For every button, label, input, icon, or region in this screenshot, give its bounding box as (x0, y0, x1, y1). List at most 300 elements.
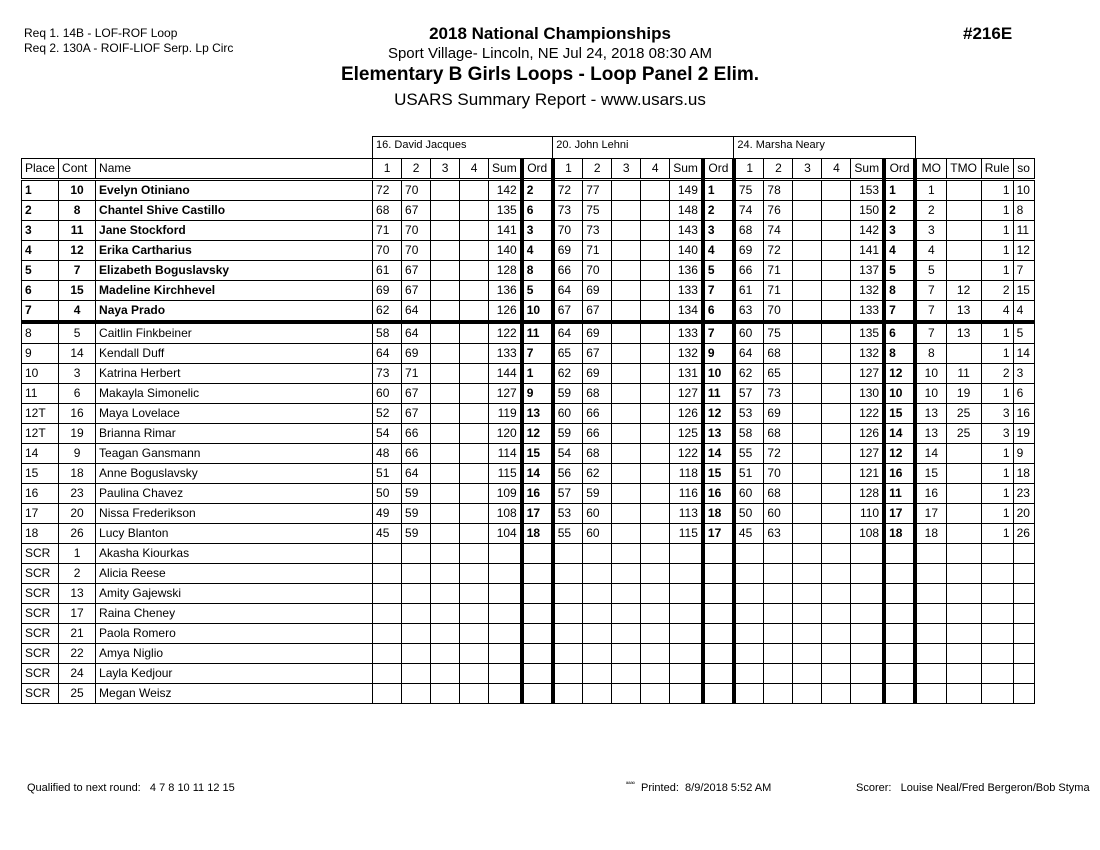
tmo-cell (946, 504, 981, 524)
judge-3-sum-cell (851, 684, 884, 704)
judge-3-ordinal-cell (884, 584, 915, 604)
judge-1-score-4-cell (460, 384, 489, 404)
so-cell: 4 (1013, 301, 1034, 323)
place-cell: 9 (22, 344, 59, 364)
col-header-place: Place (22, 159, 59, 180)
table-row (22, 261, 1035, 281)
judge-1-score-3-cell (431, 464, 460, 484)
judge-1-score-3-cell (431, 180, 460, 201)
tmo-cell (946, 241, 981, 261)
judge-3-score-2-cell (764, 564, 793, 584)
judge-1-score-1-cell: 70 (373, 241, 402, 261)
so-cell (1013, 644, 1034, 664)
mo-cell: 5 (915, 261, 946, 281)
table-row (22, 684, 1035, 704)
col-header-rule: Rule (981, 159, 1013, 180)
name-cell: Makayla Simonelic (96, 384, 373, 404)
judge-2-sum-cell: 148 (670, 201, 703, 221)
judge-2-score-4-cell (641, 564, 670, 584)
judge-1-score-1-cell (373, 684, 402, 704)
judge-1-sum-cell: 126 (489, 301, 522, 323)
judge-1-score-1-cell (373, 564, 402, 584)
place-cell: 3 (22, 221, 59, 241)
scorer-value: Louise Neal/Fred Bergeron/Bob Styma (900, 782, 1090, 794)
judge-2-score-3-cell (612, 404, 641, 424)
judge-1-sum-cell: 128 (489, 261, 522, 281)
judge-3-ordinal-cell (884, 604, 915, 624)
table-row (22, 464, 1035, 484)
judge-3-score-4-cell (822, 364, 851, 384)
judge-3-score-1-cell: 45 (734, 524, 764, 544)
name-cell: Nissa Frederikson (96, 504, 373, 524)
rule-cell (981, 684, 1013, 704)
rule-cell: 1 (981, 384, 1013, 404)
judge-3-ordinal-cell: 12 (884, 364, 915, 384)
judge-3-score-4-cell (822, 564, 851, 584)
col-header-so: so (1013, 159, 1034, 180)
judge-2-score-1-cell: 56 (553, 464, 583, 484)
cont-cell: 26 (59, 524, 96, 544)
judge-3-ordinal-cell: 18 (884, 524, 915, 544)
judge-2-score-2-cell: 70 (583, 261, 612, 281)
judge-2-score-1-cell (553, 664, 583, 684)
tmo-cell: 11 (946, 364, 981, 384)
judge-2-score-2-cell (583, 544, 612, 564)
judge-1-score-4-cell (460, 241, 489, 261)
so-cell (1013, 664, 1034, 684)
table-row (22, 241, 1035, 261)
judge-3-score-3-cell (793, 281, 822, 301)
cont-cell: 2 (59, 564, 96, 584)
judge-3-sum-cell: 108 (851, 524, 884, 544)
judge-1-sum-cell (489, 664, 522, 684)
col-header-j1-2: 2 (402, 159, 431, 180)
judge-2-sum-cell (670, 604, 703, 624)
mo-cell (915, 664, 946, 684)
judge-1-score-1-cell: 60 (373, 384, 402, 404)
place-cell: 14 (22, 444, 59, 464)
judge-3-score-1-cell: 53 (734, 404, 764, 424)
judge-2-score-1-cell: 64 (553, 322, 583, 344)
judge-2-score-3-cell (612, 504, 641, 524)
judge-1-score-3-cell (431, 484, 460, 504)
judge-3-score-4-cell (822, 584, 851, 604)
judge-3-score-2-cell: 65 (764, 364, 793, 384)
judge-3-score-4-cell (822, 604, 851, 624)
judge-1-score-2-cell: 66 (402, 444, 431, 464)
col-header-tmo: TMO (946, 159, 981, 180)
judge-2-score-1-cell (553, 584, 583, 604)
judge-3-score-3-cell (793, 301, 822, 323)
place-cell: 6 (22, 281, 59, 301)
judge-1-score-2-cell: 67 (402, 261, 431, 281)
judge-3-score-2-cell: 68 (764, 424, 793, 444)
judge-2-score-2-cell: 75 (583, 201, 612, 221)
judge-3-score-1-cell: 55 (734, 444, 764, 464)
tmo-cell (946, 484, 981, 504)
judge-3-sum-cell: 135 (851, 322, 884, 344)
judge-3-score-3-cell (793, 524, 822, 544)
judge-3-score-2-cell: 75 (764, 322, 793, 344)
name-cell: Amya Niglio (96, 644, 373, 664)
judge-1-ordinal-cell (522, 644, 553, 664)
judge-2-score-2-cell (583, 564, 612, 584)
judge-1-sum-cell: 109 (489, 484, 522, 504)
judge-3-score-2-cell: 73 (764, 384, 793, 404)
judge-1-sum-cell: 141 (489, 221, 522, 241)
table-row (22, 424, 1035, 444)
name-cell: Alicia Reese (96, 564, 373, 584)
judge-2-ordinal-cell: 5 (703, 261, 734, 281)
judge-2-score-1-cell: 66 (553, 261, 583, 281)
mo-cell: 7 (915, 281, 946, 301)
judge-1-sum-cell (489, 624, 522, 644)
judge-1-score-3-cell (431, 664, 460, 684)
judge-3-sum-cell: 153 (851, 180, 884, 201)
judge-1-score-1-cell: 51 (373, 464, 402, 484)
judge-3-score-3-cell (793, 444, 822, 464)
judge-2-score-3-cell (612, 424, 641, 444)
judge-1-sum-cell (489, 564, 522, 584)
judge-2-score-4-cell (641, 201, 670, 221)
judge-2-score-2-cell: 69 (583, 364, 612, 384)
rule-cell (981, 604, 1013, 624)
judge-2-score-2-cell: 59 (583, 484, 612, 504)
judge-3-score-3-cell (793, 484, 822, 504)
judge-1-score-4-cell (460, 484, 489, 504)
judge-1-score-3-cell (431, 261, 460, 281)
judge-2-score-2-cell (583, 684, 612, 704)
cont-cell: 3 (59, 364, 96, 384)
judge-3-score-3-cell (793, 464, 822, 484)
cont-cell: 21 (59, 624, 96, 644)
judge-3-score-3-cell (793, 624, 822, 644)
name-cell: Layla Kedjour (96, 664, 373, 684)
judge-3-score-1-cell: 58 (734, 424, 764, 444)
judge-1-sum-cell: 119 (489, 404, 522, 424)
judge-3-score-1-cell (734, 544, 764, 564)
judge-3-ordinal-cell: 6 (884, 322, 915, 344)
rule-cell (981, 564, 1013, 584)
name-cell: Paola Romero (96, 624, 373, 644)
judge-3-score-1-cell (734, 644, 764, 664)
judge-1-score-1-cell: 52 (373, 404, 402, 424)
judge-1-sum-cell: 122 (489, 322, 522, 344)
judge-2-score-4-cell (641, 384, 670, 404)
event-number: #216E (963, 24, 1013, 43)
judge-2-score-3-cell (612, 344, 641, 364)
judge-3-score-3-cell (793, 364, 822, 384)
judge-1-score-1-cell: 45 (373, 524, 402, 544)
judge-1-ordinal-cell: 13 (522, 404, 553, 424)
printed-label: Printed: (640, 782, 679, 794)
judge-2-score-4-cell (641, 241, 670, 261)
judge-2-score-3-cell (612, 384, 641, 404)
judge-1-score-2-cell: 59 (402, 484, 431, 504)
tmo-cell (946, 684, 981, 704)
cont-cell: 11 (59, 221, 96, 241)
judge-2-label: 20. John Lehni (553, 137, 734, 159)
judge-2-score-4-cell (641, 221, 670, 241)
judge-3-score-4-cell (822, 384, 851, 404)
judge-3-ordinal-cell: 8 (884, 344, 915, 364)
judge-3-sum-cell (851, 644, 884, 664)
judge-2-score-4-cell (641, 261, 670, 281)
judge-1-sum-cell (489, 644, 522, 664)
place-cell: 5 (22, 261, 59, 281)
judge-3-score-1-cell: 61 (734, 281, 764, 301)
judge-3-score-2-cell: 70 (764, 464, 793, 484)
judge-2-ordinal-cell: 1 (703, 180, 734, 201)
col-header-j3-ord: Ord (884, 159, 915, 180)
name-cell: Madeline Kirchhevel (96, 281, 373, 301)
judge-2-ordinal-cell (703, 644, 734, 664)
judge-1-score-4-cell (460, 444, 489, 464)
mo-cell: 16 (915, 484, 946, 504)
judge-1-score-1-cell: 73 (373, 364, 402, 384)
col-header-j1-1: 1 (373, 159, 402, 180)
rule-cell: 1 (981, 484, 1013, 504)
judge-2-score-2-cell: 71 (583, 241, 612, 261)
table-row (22, 604, 1035, 624)
table-row (22, 344, 1035, 364)
so-cell: 19 (1013, 424, 1034, 444)
name-cell: Erika Cartharius (96, 241, 373, 261)
judge-3-sum-cell (851, 584, 884, 604)
judge-2-score-2-cell: 68 (583, 444, 612, 464)
judge-1-score-3-cell (431, 544, 460, 564)
judge-2-score-2-cell: 69 (583, 322, 612, 344)
col-header-j3-3: 3 (793, 159, 822, 180)
judge-1-score-2-cell (402, 544, 431, 564)
place-cell: 8 (22, 322, 59, 344)
tmo-cell: 12 (946, 281, 981, 301)
so-cell: 20 (1013, 504, 1034, 524)
judge-3-sum-cell: 110 (851, 504, 884, 524)
judge-3-score-4-cell (822, 664, 851, 684)
judge-1-sum-cell: 104 (489, 524, 522, 544)
cont-cell: 18 (59, 464, 96, 484)
judge-3-score-4-cell (822, 261, 851, 281)
judge-1-ordinal-cell: 2 (522, 180, 553, 201)
judge-2-score-4-cell (641, 424, 670, 444)
cont-cell: 25 (59, 684, 96, 704)
judge-1-score-2-cell: 66 (402, 424, 431, 444)
judge-3-score-1-cell: 62 (734, 364, 764, 384)
mo-cell: 1 (915, 180, 946, 201)
judge-3-score-1-cell (734, 584, 764, 604)
qualified-label: Qualified to next round: (27, 782, 141, 794)
judge-3-score-1-cell: 50 (734, 504, 764, 524)
judge-2-score-3-cell (612, 464, 641, 484)
mo-cell: 4 (915, 241, 946, 261)
cont-cell: 20 (59, 504, 96, 524)
judge-3-score-3-cell (793, 344, 822, 364)
judge-3-label: 24. Marsha Neary (734, 137, 915, 159)
judge-1-sum-cell: 136 (489, 281, 522, 301)
table-row (22, 364, 1035, 384)
judge-3-score-1-cell: 64 (734, 344, 764, 364)
judge-2-score-4-cell (641, 364, 670, 384)
judge-3-score-4-cell (822, 484, 851, 504)
rule-cell (981, 624, 1013, 644)
col-header-mo: MO (915, 159, 946, 180)
judge-1-score-1-cell: 72 (373, 180, 402, 201)
rule-cell: 1 (981, 261, 1013, 281)
judge-2-score-3-cell (612, 484, 641, 504)
mo-cell: 7 (915, 301, 946, 323)
judge-3-ordinal-cell: 17 (884, 504, 915, 524)
judge-3-score-2-cell: 72 (764, 241, 793, 261)
col-header-j2-4: 4 (641, 159, 670, 180)
judge-2-sum-cell: 132 (670, 344, 703, 364)
judge-1-score-4-cell (460, 564, 489, 584)
name-cell: Maya Lovelace (96, 404, 373, 424)
judge-3-sum-cell: 121 (851, 464, 884, 484)
tmo-cell (946, 261, 981, 281)
judge-1-score-1-cell: 69 (373, 281, 402, 301)
judge-1-score-1-cell (373, 644, 402, 664)
judge-2-score-4-cell (641, 604, 670, 624)
judge-2-score-3-cell (612, 604, 641, 624)
tmo-cell (946, 344, 981, 364)
rule-cell: 1 (981, 504, 1013, 524)
judge-3-score-1-cell: 69 (734, 241, 764, 261)
col-header-name: Name (96, 159, 373, 180)
judge-3-score-3-cell (793, 180, 822, 201)
judge-2-ordinal-cell: 4 (703, 241, 734, 261)
judge-2-score-3-cell (612, 261, 641, 281)
judge-2-sum-cell: 125 (670, 424, 703, 444)
judge-1-ordinal-cell: 1 (522, 364, 553, 384)
cont-cell: 24 (59, 664, 96, 684)
scorer-info (856, 782, 1090, 794)
judge-2-sum-cell: 133 (670, 281, 703, 301)
judge-3-ordinal-cell (884, 664, 915, 684)
judge-3-score-4-cell (822, 424, 851, 444)
judge-1-score-4-cell (460, 221, 489, 241)
judge-1-score-3-cell (431, 404, 460, 424)
judge-2-ordinal-cell: 14 (703, 444, 734, 464)
name-cell: Naya Prado (96, 301, 373, 323)
printed-value: 8/9/2018 5:52 AM (685, 782, 772, 794)
judge-2-score-2-cell: 66 (583, 404, 612, 424)
tmo-cell: 25 (946, 424, 981, 444)
judge-3-sum-cell: 128 (851, 484, 884, 504)
judge-3-ordinal-cell: 12 (884, 444, 915, 464)
judge-2-ordinal-cell: 10 (703, 364, 734, 384)
tmo-cell (946, 201, 981, 221)
table-row (22, 281, 1035, 301)
name-cell: Teagan Gansmann (96, 444, 373, 464)
judge-2-score-2-cell (583, 624, 612, 644)
judge-1-score-2-cell (402, 664, 431, 684)
judge-2-score-2-cell (583, 664, 612, 684)
place-cell: SCR (22, 624, 59, 644)
so-cell: 8 (1013, 201, 1034, 221)
mo-cell (915, 624, 946, 644)
judge-1-score-3-cell (431, 444, 460, 464)
judge-2-score-4-cell (641, 544, 670, 564)
judge-1-sum-cell: 142 (489, 180, 522, 201)
judge-3-score-1-cell (734, 564, 764, 584)
col-header-j2-2: 2 (583, 159, 612, 180)
col-header-j2-sum: Sum (670, 159, 703, 180)
table-row (22, 524, 1035, 544)
judge-1-score-1-cell: 68 (373, 201, 402, 221)
so-cell (1013, 684, 1034, 704)
judge-1-score-4-cell (460, 584, 489, 604)
judge-1-score-4-cell (460, 624, 489, 644)
table-row (22, 180, 1035, 201)
table-row (22, 624, 1035, 644)
judge-3-score-1-cell: 60 (734, 484, 764, 504)
cont-cell: 10 (59, 180, 96, 201)
judge-2-sum-cell: 140 (670, 241, 703, 261)
event-title: 2018 National Championships (429, 24, 671, 43)
judge-2-score-2-cell: 60 (583, 524, 612, 544)
cont-cell: 8 (59, 201, 96, 221)
judge-3-ordinal-cell: 5 (884, 261, 915, 281)
judge-2-sum-cell (670, 664, 703, 684)
judge-3-score-4-cell (822, 281, 851, 301)
judge-2-score-1-cell: 57 (553, 484, 583, 504)
judge-1-sum-cell: 140 (489, 241, 522, 261)
judge-1-ordinal-cell: 14 (522, 464, 553, 484)
tmo-cell (946, 604, 981, 624)
mo-cell (915, 604, 946, 624)
judge-1-score-3-cell (431, 504, 460, 524)
judge-2-score-4-cell (641, 180, 670, 201)
judge-2-ordinal-cell: 12 (703, 404, 734, 424)
judge-1-ordinal-cell: 3 (522, 221, 553, 241)
rule-cell: 1 (981, 201, 1013, 221)
judge-2-sum-cell: 118 (670, 464, 703, 484)
judge-1-ordinal-cell: 18 (522, 524, 553, 544)
judge-3-sum-cell (851, 564, 884, 584)
judge-1-score-1-cell: 48 (373, 444, 402, 464)
judge-3-score-4-cell (822, 464, 851, 484)
name-cell: Jane Stockford (96, 221, 373, 241)
judge-1-ordinal-cell: 12 (522, 424, 553, 444)
judge-3-score-1-cell: 74 (734, 201, 764, 221)
judge-1-score-4-cell (460, 201, 489, 221)
judge-2-score-2-cell: 67 (583, 344, 612, 364)
so-cell: 6 (1013, 384, 1034, 404)
judge-2-score-1-cell: 62 (553, 364, 583, 384)
cont-cell: 4 (59, 301, 96, 323)
judge-2-score-4-cell (641, 684, 670, 704)
col-header-j3-sum: Sum (851, 159, 884, 180)
judge-3-sum-cell: 130 (851, 384, 884, 404)
mo-cell (915, 544, 946, 564)
judge-1-score-2-cell: 67 (402, 384, 431, 404)
judge-2-score-1-cell (553, 544, 583, 564)
judge-2-ordinal-cell: 16 (703, 484, 734, 504)
so-cell: 10 (1013, 180, 1034, 201)
col-header-j1-ord: Ord (522, 159, 553, 180)
judge-1-score-4-cell (460, 322, 489, 344)
table-row (22, 384, 1035, 404)
judge-3-score-4-cell (822, 444, 851, 464)
name-cell: Lucy Blanton (96, 524, 373, 544)
judge-2-sum-cell: 136 (670, 261, 703, 281)
judge-3-score-4-cell (822, 201, 851, 221)
judge-1-ordinal-cell (522, 544, 553, 564)
judge-1-score-2-cell (402, 684, 431, 704)
judge-1-sum-cell: 115 (489, 464, 522, 484)
judge-2-score-3-cell (612, 301, 641, 323)
